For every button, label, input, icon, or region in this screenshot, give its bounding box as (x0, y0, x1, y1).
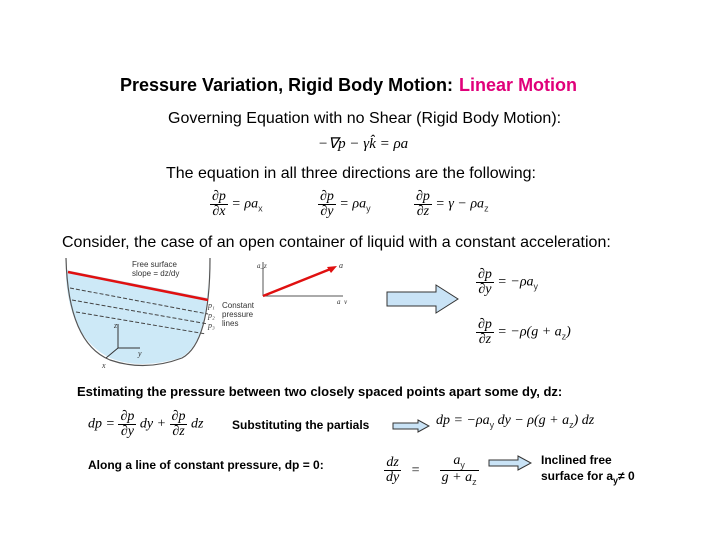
governing-equation-text: Governing Equation with no Shear (Rigid Body Motion): (168, 110, 562, 127)
equation-dpdx: $\frac{\partial p}{\partial x}$ = $\rho a_x$ (212, 189, 263, 219)
substituting-text: Substituting the partials (232, 418, 370, 432)
label-constant-1: Constant (222, 301, 255, 310)
equation-dzdy-den: g + a (441, 469, 473, 485)
equation-dpdx-sub: x (258, 203, 263, 214)
label-az: a_z (257, 262, 267, 270)
consider-text: Consider, the case of an open container of liquid with a constant acceleration: (62, 234, 611, 251)
estimating-text: Estimating the pressure between two closely spaced points apart some dy, dz: (77, 384, 563, 399)
substituting-arrow (392, 419, 430, 433)
inclined-sub: y (613, 475, 619, 486)
equation-dp-substituted-sub-z: z (569, 419, 574, 430)
equation-dzdy-num-sub: y (460, 459, 465, 470)
equation-dp-total: dp = $\frac{\partial p}{\partial y}$ dy + $\frac{\partial p}{\partial z}$ dz (88, 409, 204, 439)
equation-dpdy-sub: y (366, 203, 371, 214)
equation-dp-substituted-sub-y: y (489, 419, 495, 430)
equation-dzdy-den-sub: z (472, 476, 477, 487)
equation-dpdy-rhs: = ρa (339, 196, 367, 212)
label-axis-y: y (138, 349, 142, 358)
three-directions-text: The equation in all three directions are the following: (166, 165, 536, 182)
label-constant-2: pressure (222, 310, 254, 319)
inclined-line-2: surface for a (541, 469, 614, 483)
equation-dpdy: $\frac{\partial p}{\partial y}$ = $\rho a_y$ (320, 189, 371, 219)
governing-equation: −∇p − γk̂ = ρa (318, 136, 409, 152)
equation-dzdy-num: a (453, 453, 461, 468)
conclusion-arrow-shape (489, 456, 531, 470)
equation-right-dpdz-rhs: = −ρ(g + a (497, 324, 562, 340)
equation-dp-substituted (436, 414, 594, 430)
label-ay: a_y (337, 298, 348, 304)
equation-right-dpdz: $\frac{\partial p}{\partial z}$ = $-\rho(g + a_z)$ (478, 317, 571, 347)
inclined-line-3: ≠ 0 (618, 469, 635, 483)
label-constant-3: lines (222, 319, 239, 328)
equation-dpdx-rhs: = ρa (231, 196, 259, 212)
equation-dp-total-lhs: dp = (88, 416, 115, 432)
label-a: a (339, 261, 343, 270)
inclined-surface-note (541, 452, 635, 488)
equation-right-dpdy-rhs: = −ρa (497, 274, 534, 290)
container-figure (60, 258, 270, 370)
conclusion-arrow (488, 455, 532, 471)
equation-dzdy-eq: = (410, 462, 421, 478)
equation-dpdz-sub: z (484, 203, 489, 214)
equation-dpdz-rhs: = γ − ρa (435, 196, 485, 212)
slide-title (120, 75, 577, 96)
label-axis-x: x (102, 361, 106, 370)
equation-right-dpdy: $\frac{\partial p}{\partial y}$ = $-\rho a_y$ (478, 267, 539, 297)
along-line-text: Along a line of constant pressure, dp = 0: (88, 458, 324, 472)
label-p3: p₃ (208, 321, 215, 330)
inclined-line-1: Inclined free (541, 453, 612, 467)
equation-right-dpdy-sub: y (533, 281, 539, 292)
equation-right-dpdz-sub: z (561, 331, 567, 342)
equation-dpdz: $\frac{\partial p}{\partial z}$ = $\gamma - \rho a_z$ (416, 189, 489, 219)
label-free-surface-2: slope = dz/dy (132, 269, 180, 278)
block-arrow-shape (387, 285, 458, 313)
acceleration-diagram (255, 258, 355, 304)
block-arrow (386, 284, 460, 314)
equation-dp-substituted-end: ) dz (573, 413, 595, 428)
acceleration-vector (263, 268, 333, 296)
title-main: Pressure Variation, Rigid Body Motion: (120, 75, 454, 95)
equation-dp-substituted-tail: dy − ρ(g + a (497, 413, 570, 428)
label-p1: p₁ (208, 301, 215, 310)
label-free-surface-1: Free surface (132, 260, 177, 269)
label-p2: p₂ (208, 311, 215, 320)
title-accent: Linear Motion (459, 75, 578, 95)
equation-dzdy: $\frac{dz}{dy}$ = $\frac{a_y}{g + a_z}$ (386, 453, 477, 487)
substituting-arrow-shape (393, 420, 429, 432)
label-axis-z: z (114, 321, 118, 330)
equation-dp-substituted-lhs: dp = −ρa (436, 413, 490, 428)
